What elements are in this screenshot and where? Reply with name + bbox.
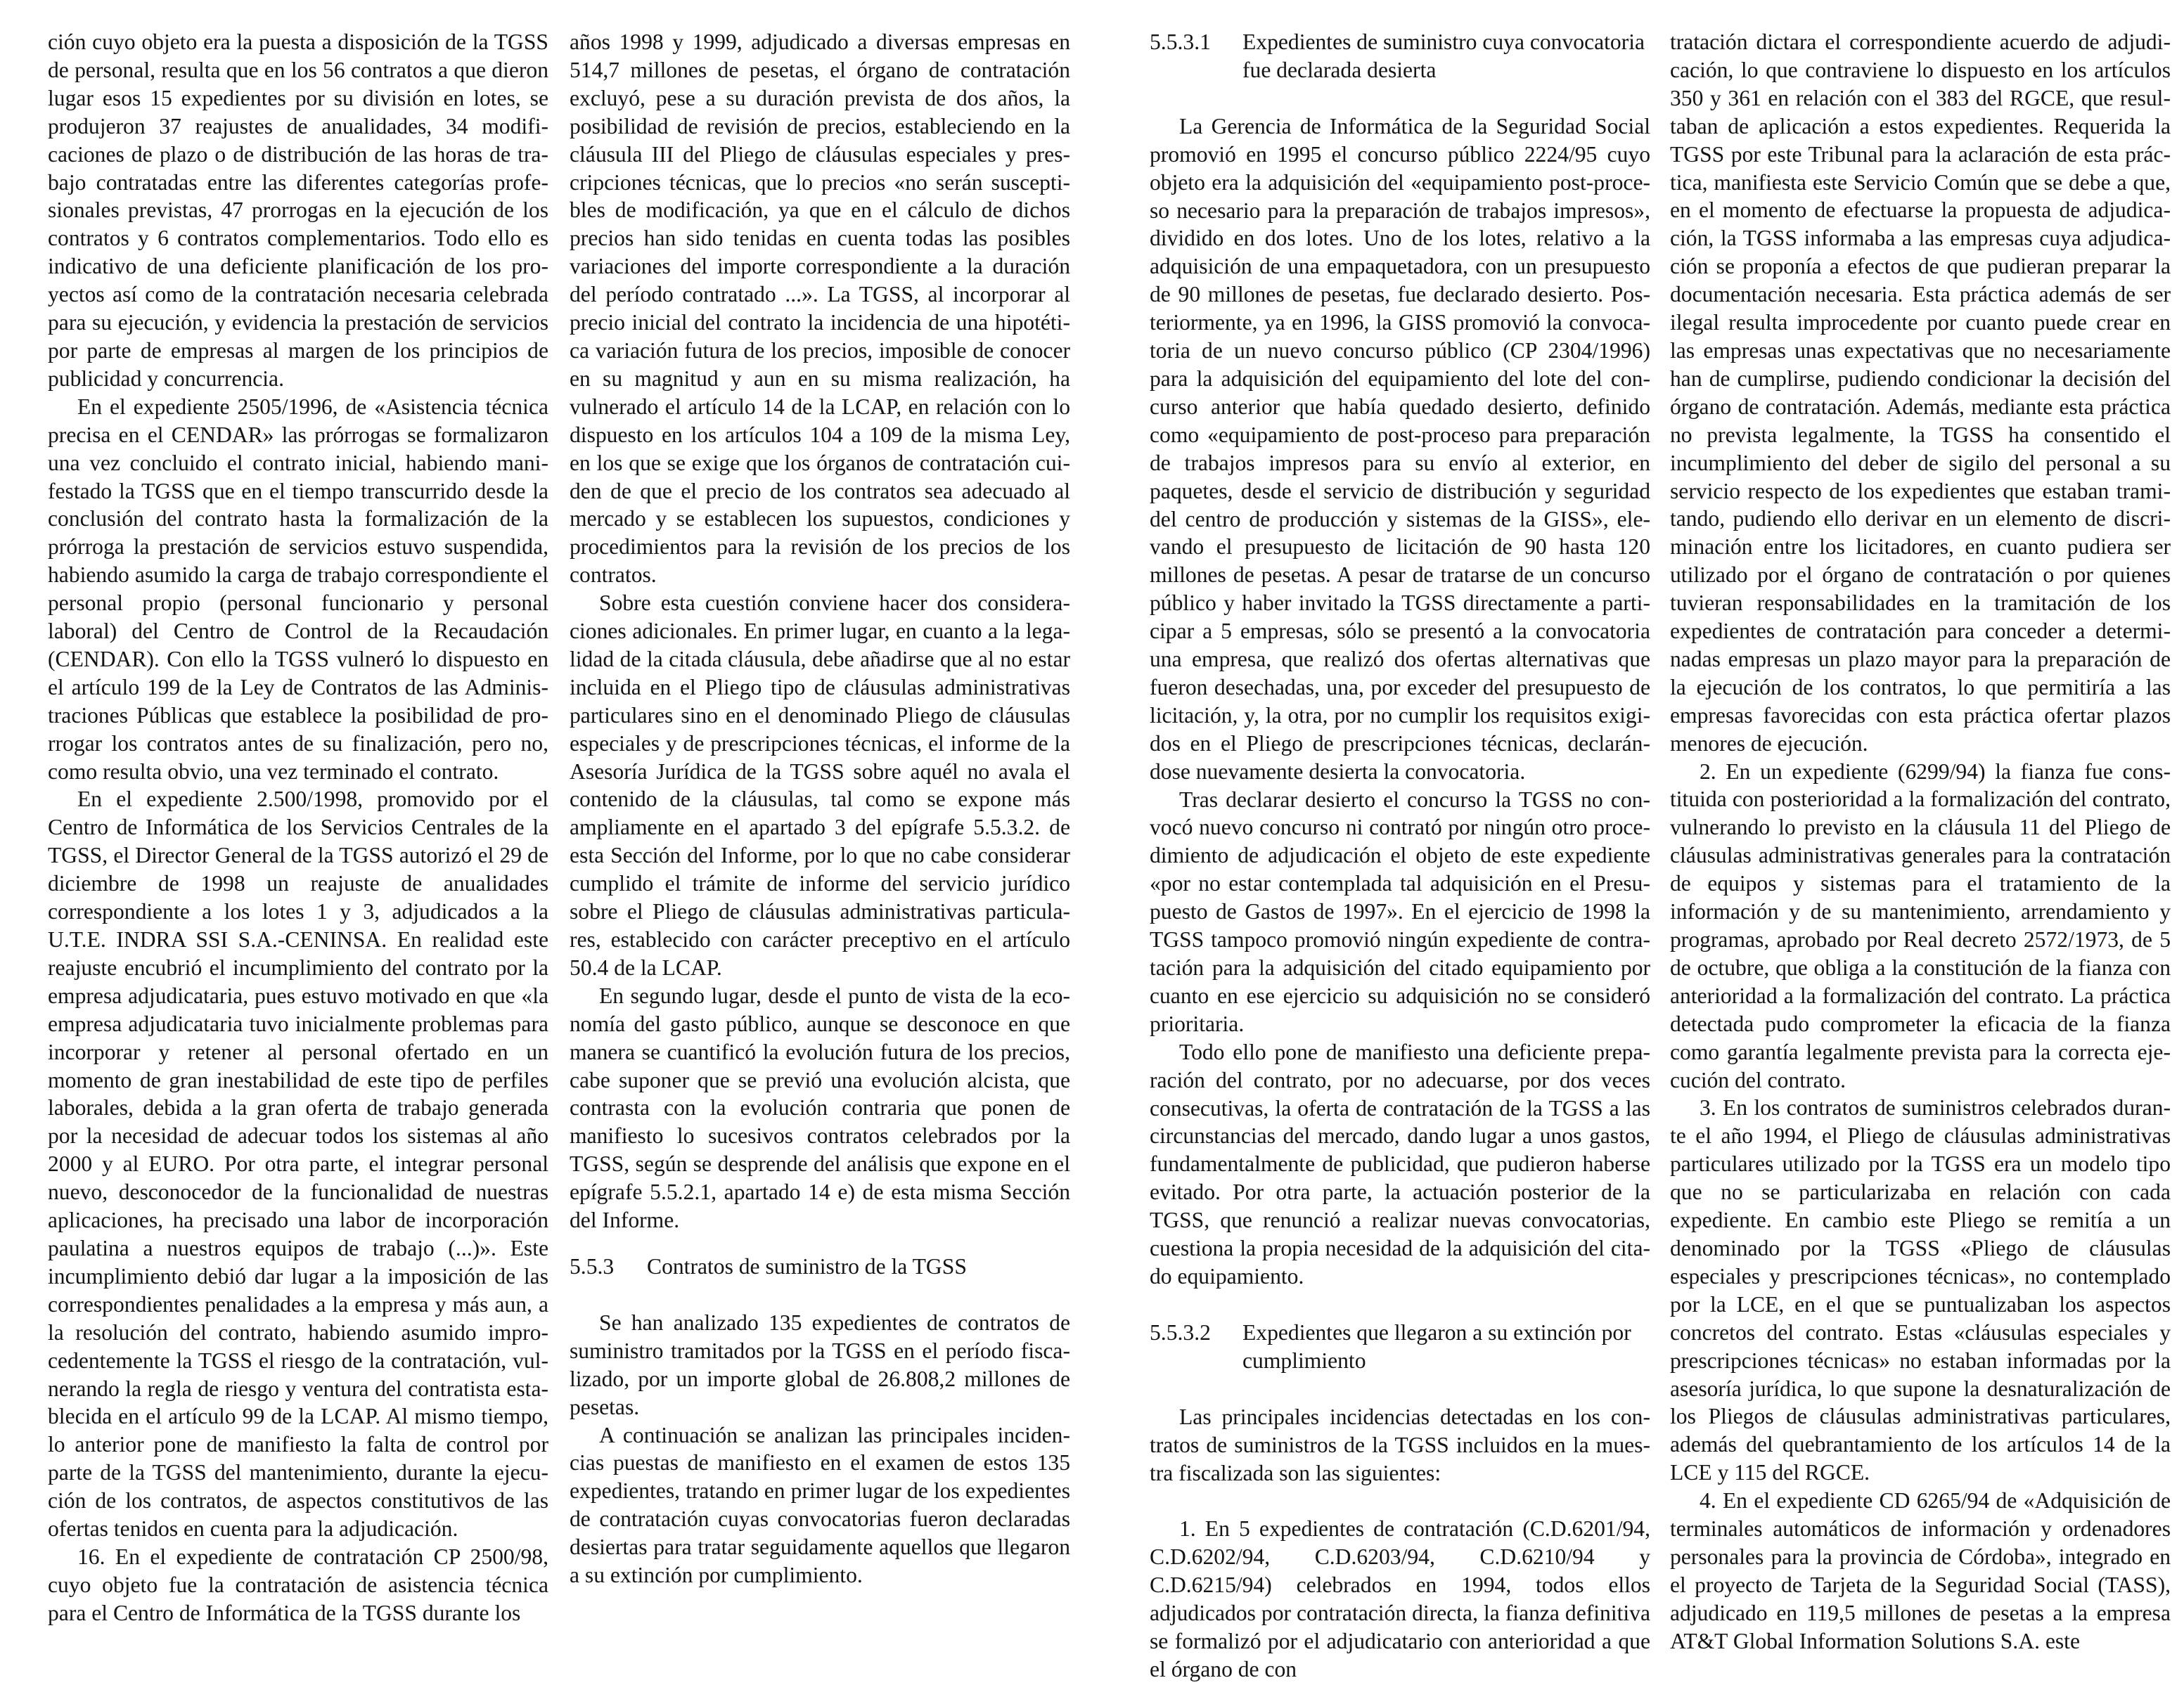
paragraph: Sobre esta cuestión conviene hacer dos consideraciones adicionales. En primer lugar, en cuanto a la legalidad de la citada cláusula, debe añadirse que al no estar incluida en el Pliego tipo de cláusulas administrativas particulares sino en el denominado Pliego de cláusulas especiales y de prescripciones técnicas, el informe de la Asesoría Jurídica de la TGSS sobre aquél no avala el contenido de la cláusulas, tal como se expone más ampliamente en el apartado 3 del epígrafe 5.5.3.2. de esta Sección del Informe, por lo que no cabe considerar cumplido el trámite de informe del servicio jurídico sobre el Pliego de cláusulas administrativas particulares, establecido con carácter preceptivo en el artículo 50.4 de la LCAP. — [570, 590, 1070, 980]
paragraph: 3. En los contratos de suministros celebrados durante el año 1994, el Pliego de cláusulas administrativas particulares utilizado por la TGSS era un modelo tipo que no se particularizaba en relación con cada expediente. En cambio este Pliego se remitía a un denominado por la TGSS «Pliego de cláusulas especiales y prescripciones técnicas», no contemplado por la LCE, en el que se puntualizaban los aspectos concretos del contrato. Estas «cláusulas especiales y prescripciones técnicas» no estaban informadas por la asesoría jurídica, lo que supone la desnaturalización de los Pliegos de cláusulas administrativas particulares, además del quebrantamiento de los artículos 14 de la LCE y 115 del RGCE. — [1670, 1095, 2171, 1485]
section-title: Expedientes que llegaron a su extinción por cumplimiento — [1242, 1319, 1631, 1373]
paragraph: Todo ello pone de manifiesto una deficiente preparación del contrato, por no adecuarse, por dos veces consecutivas, la oferta de contratación de la TGSS a las circunstancias del mercado, dando lugar a unos gastos, fundamentalmente de publicidad, que pudieron haberse evitado. Por otra parte, la actuación posterior de la TGSS, que renunció a realizar nuevas convocatorias, cuestiona la propia necesidad de la adquisición del citado equipamiento. — [1150, 1039, 1650, 1289]
paragraph: tratación dictara el correspondiente acuerdo de adjudicación, lo que contraviene lo dispuesto en los artículos 350 y 361 en relación con el 383 del RGCE, que resultaban de aplicación a estos expedientes. Requerida la TGSS por este Tribunal para la aclaración de esta práctica, manifiesta este Servicio Común que se debe a que, en el momento de efectuarse la propuesta de adjudicación, la TGSS informaba a las empresas cuya adjudicación se proponía a efectos de que pudieran preparar la documentación necesaria. Esta práctica además de ser ilegal resulta improcedente por cuanto puede crear en las empresas unas expectativas que no necesariamente han de cumplirse, pudiendo condicionar la decisión del órgano de contratación. Además, mediante esta práctica no prevista legalmente, la TGSS ha consentido el incumplimiento del deber de sigilo del personal a su servicio respecto de los expedientes que estaban tramitando, pudiendo ello derivar en un elemento de discriminación entre los licitadores, en cuanto pudiera ser utilizado por el órgano de contratación o por quienes tuvieran responsabilidades en la tramitación de los expedientes de contratación para conceder a determinadas empresas un plazo mayor para la preparación de la ejecución de los contratos, lo que permitiría a las empresas favorecidas con esta práctica ofertar plazos menores de ejecución. — [1670, 30, 2171, 756]
paragraph: 2. En un expediente (6299/94) la fianza fue constituida con posterioridad a la formalización del contrato, vulnerando lo previsto en la cláusula 11 del Pliego de cláusulas administrativas generales para la contratación de equipos y sistemas para el tratamiento de la información y de su mantenimiento, arrendamiento y programas, aprobado por Real decreto 2572/1973, de 5 de octubre, que obliga a la constitución de la fianza con anterioridad a la formalización del contrato. La práctica detectada pudo comprometer la eficacia de la fianza como garantía legalmente prevista para la correcta ejecución del contrato. — [1670, 758, 2171, 1092]
section-number: 5.5.3 — [570, 1253, 615, 1279]
left-page-column-1 — [48, 28, 548, 1627]
paragraph: A continuación se analizan las principales incidencias puestas de manifiesto en el examen de estos 135 expedientes, tratando en primer lugar de los expedientes de contratación cuyas convocatorias fueron declaradas desiertas para tratar seguidamente aquellos que llegaron a su extinción por cumplimiento. — [570, 1422, 1070, 1588]
paragraph: La Gerencia de Informática de la Seguridad Social promovió en 1995 el concurso público 2224/95 cuyo objeto era la adquisición del «equipamiento post-proceso necesario para la preparación de trabajos impresos», dividido en dos lotes. Uno de los lotes, relativo a la adquisición de una empaquetadora, con un presupuesto de 90 millones de pesetas, fue declarado desierto. Posteriormente, ya en 1996, la GISS promovió la convocatoria de un nuevo concurso público (CP 2304/1996) para la adquisición del equipamiento del lote del concurso anterior que había quedado desierto, definido como «equipamiento de post-proceso para preparación de trabajos impresos para su envío al exterior, en paquetes, desde el servicio de distribución y seguridad del centro de producción y sistemas de la GISS», elevando el presupuesto de licitación de 90 hasta 120 millones de pesetas. A pesar de tratarse de un concurso público y haber invitado la TGSS directamente a participar a 5 empresas, sólo se presentó a la convocatoria una empresa, que realizó dos ofertas alternativas que fueron desechadas, una, por exceder del presupuesto de licitación, y, la otra, por no cumplir los requisitos exigidos en el Pliego de prescripciones técnicas, declarándose nuevamente desierta la convocatoria. — [1150, 113, 1650, 784]
section-heading-5-5-3-2 — [1150, 1319, 1650, 1375]
section-title: Contratos de suministro de la TGSS — [647, 1253, 967, 1279]
right-page-column-2 — [1670, 28, 2171, 1655]
paragraph: Se han analizado 135 expedientes de contratos de suministro tramitados por la TGSS en el período fiscalizado, por un importe global de 26.808,2 millones de pesetas. — [570, 1310, 1070, 1419]
paragraph: En segundo lugar, desde el punto de vista de la economía del gasto público, aunque se desconoce en que manera se cuantificó la evolución futura de los precios, cabe suponer que se previó una evolución alcista, que contrasta con la evolución contraria que ponen de manifiesto lo sucesivos contratos celebrados por la TGSS, según se desprende del análisis que expone en el epígrafe 5.5.2.1, apartado 14 e) de esta misma Sección del Informe. — [570, 983, 1070, 1233]
section-title: Expedientes de suministro cuya convocatoria fue declarada desierta — [1242, 30, 1645, 82]
section-heading-5-5-3-1 — [1150, 28, 1650, 84]
paragraph: Las principales incidencias detectadas en los contratos de suministros de la TGSS incluidos en la muestra fiscalizada son las siguientes: — [1150, 1404, 1650, 1485]
paragraph: 4. En el expediente CD 6265/94 de «Adquisición de terminales automáticos de información y ordenadores personales para la provincia de Córdoba», integrado en el proyecto de Tarjeta de la Seguridad Social (TASS), adjudicado en 119,5 millones de pesetas a la empresa AT&T Global Information Solutions S.A. este — [1670, 1488, 2171, 1653]
paragraph: 1. En 5 expedientes de contratación (C.D.6201/94, C.D.6202/94, C.D.6203/94, C.D.6210/94 y C.D.6215/94) celebrados en 1994, todos ellos adjudicados por contratación directa, la fianza definitiva se formalizó por el adjudicatario con anterioridad a que el órgano de con — [1150, 1516, 1650, 1681]
paragraph: años 1998 y 1999, adjudicado a diversas empresas en 514,7 millones de pesetas, el órgano de contratación excluyó, pese a su duración prevista de dos años, la posibilidad de revisión de precios, estableciendo en la cláusula III del Pliego de cláusulas especiales y prescripciones técnicas, que lo precios «no serán susceptibles de modificación, ya que en el cálculo de dichos precios han sido tenidas en cuenta todas las posibles variaciones del importe correspondiente a la duración del período contratado ...». La TGSS, al incorporar al precio inicial del contrato la incidencia de una hipotética variación futura de los precios, imposible de conocer en su magnitud y aun en su misma realización, ha vulnerado el artículo 14 de la LCAP, en relación con lo dispuesto en los artículos 104 a 109 de la misma Ley, en los que se exige que los órganos de contratación cuiden de que el precio de los contratos sea adecuado al mercado y se establecen los supuestos, condiciones y procedimientos para la revisión de los precios de los contratos. — [570, 30, 1070, 588]
paragraph: En el expediente 2505/1996, de «Asistencia técnica precisa en el CENDAR» las prórrogas se formalizaron una vez concluido el contrato inicial, habiendo manifestado la TGSS que en el tiempo transcurrido desde la conclusión del contrato hasta la formalización de la prórroga la prestación de servicios estuvo suspendida, habiendo asumido la carga de trabajo correspondiente el personal propio (personal funcionario y personal laboral) del Centro de Control de la Recaudación (CENDAR). Con ello la TGSS vulneró lo dispuesto en el artículo 199 de la Ley de Contratos de las Administraciones Públicas que establece la posibilidad de prorrogar los contratos antes de su finalización, pero no, como resulta obvio, una vez terminado el contrato. — [48, 394, 548, 784]
left-page-column-2 — [570, 28, 1070, 1589]
section-number: 5.5.3.1 — [1150, 30, 1211, 54]
paragraph: 16. En el expediente de contratación CP 2500/98, cuyo objeto fue la contratación de asistencia técnica para el Centro de Informática de la TGSS durante los — [48, 1544, 548, 1625]
paragraph: Tras declarar desierto el concurso la TGSS no convocó nuevo concurso ni contrató por ningún otro procedimiento de adjudicación el objeto de este expediente «por no estar contemplada tal adquisición en el Presupuesto de Gastos de 1997». En el ejercicio de 1998 la TGSS tampoco promovió ningún expediente de contratación para la adquisición del citado equipamiento por cuanto en ese ejercicio su adquisición no se consideró prioritaria. — [1150, 787, 1650, 1036]
paragraph: En el expediente 2.500/1998, promovido por el Centro de Informática de los Servicios Centrales de la TGSS, el Director General de la TGSS autorizó el 29 de diciembre de 1998 un reajuste de anualidades correspondiente a los lotes 1 y 3, adjudicados a la U.T.E. INDRA SSI S.A.-CENINSA. En realidad este reajuste encubrió el incumplimiento del contrato por la empresa adjudicataria, pues estuvo motivado en que «la empresa adjudicataria tuvo inicialmente problemas para incorporar y retener al personal ofertado en un momento de gran inestabilidad de este tipo de perfiles laborales, debida a la gran oferta de trabajo generada por la necesidad de adecuar todos los sistemas al año 2000 y al EURO. Por otra parte, el integrar personal nuevo, desconocedor de la funcionalidad de nuestras aplicaciones, ha precisado una labor de incorporación paulatina a nuestros equipos de trabajo (...)». Este incumplimiento debió dar lugar a la imposición de las correspondientes penalidades a la empresa y más aun, a la resolución del contrato, habiendo asumido improcedentemente la TGSS el riesgo de la contratación, vulnerando la regla de riesgo y ventura del contratista establecida en el artículo 99 de la LCAP. Al mismo tiempo, lo anterior pone de manifiesto la falta de control por parte de la TGSS del mantenimiento, durante la ejecución de los contratos, de aspectos constitutivos de las ofertas tenidos en cuenta para la adjudicación. — [48, 787, 548, 1542]
section-number: 5.5.3.2 — [1150, 1319, 1211, 1345]
right-page — [1092, 0, 2184, 1685]
paragraph: ción cuyo objeto era la puesta a disposición de la TGSS de personal, resulta que en los 56 contratos a que dieron lugar esos 15 expedientes por su división en lotes, se produjeron 37 reajustes de anualidades, 34 modificaciones de plazo o de distribución de las horas de trabajo contratadas entre las diferentes categorías profesionales previstas, 47 prorrogas en la ejecución de los contratos y 6 contratos complementarios. Todo ello es indicativo de una deficiente planificación de los proyectos así como de la contratación necesaria celebrada para su ejecución, y evidencia la prestación de servicios por parte de empresas al margen de los principios de publicidad y concurrencia. — [48, 30, 548, 391]
right-page-column-1 — [1150, 28, 1650, 1684]
section-heading-5-5-3 — [570, 1253, 1070, 1281]
